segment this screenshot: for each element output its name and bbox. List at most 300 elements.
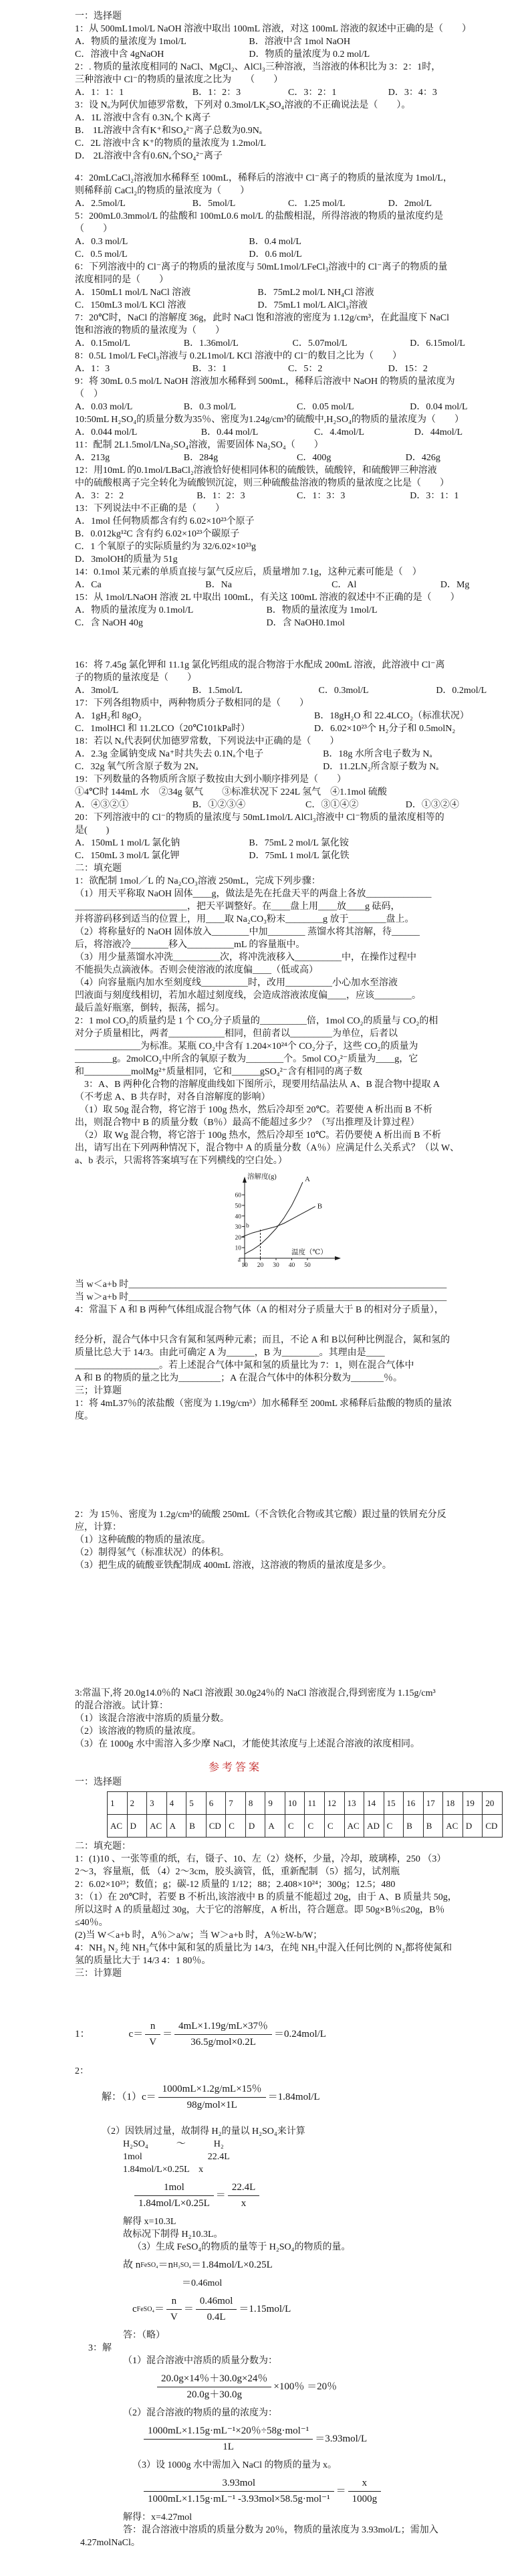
- fraction-denominator: V: [149, 2037, 157, 2048]
- options-row: [75, 490, 510, 502]
- option-cell: D．3：4：3: [388, 88, 437, 98]
- option-cell: C．32g 氧气所含原子数为 2Nₐ: [75, 762, 198, 772]
- option-cell: B．0.44 mol/L: [201, 427, 259, 437]
- option-cell: C．1.25 mol/L: [287, 199, 346, 209]
- formula-text: ＝: [336, 2486, 346, 2496]
- options-row: [75, 748, 510, 761]
- fraction-denominator: 1000g: [352, 2494, 378, 2504]
- text-line: 后，将溶液冷________移入__________mL 的容量瓶中。: [75, 940, 305, 950]
- text-line: 子的物质的量浓度是（ ）: [75, 673, 196, 683]
- option-cell: D．75mL 1 mol/L 氯化铁: [249, 851, 350, 861]
- option-cell: D．15：2: [388, 364, 428, 374]
- answer-col-header: 5: [186, 1792, 207, 1815]
- text-line: 3:常温下,将 20.0g14.0％的 NaCl 溶液跟 30.0g24％的 NaCl 溶液混合,得到密度为 1.15g/cm³: [75, 1688, 436, 1698]
- formula-text: ×100％ ＝20％: [273, 2381, 338, 2392]
- option-cell: D．0.6 mol/L: [249, 250, 302, 260]
- fraction: [228, 2181, 259, 2210]
- text-line: 出，请写出在下列两种情况下，混合物中 A 的质量分数（A％）应满足什么关系式？（以 W、: [75, 1143, 460, 1153]
- x-tick-label: 10: [241, 1262, 248, 1269]
- fraction-denominator: 1.84mol/L×0.25L: [138, 2198, 210, 2209]
- answer-col-header: 13: [344, 1792, 364, 1815]
- text-line: 4：NH₃ N₂ 纯 NH₃气体中氮和氢的质量比为 14/3，在纯 NH₃中混入任何比例的 N₂都将使氮和: [75, 1943, 452, 1953]
- text-line: 度。: [75, 1411, 94, 1421]
- answer-cell: AC: [344, 1815, 364, 1838]
- option-cell: C．150mL 3 mol/L 氯化钾: [75, 851, 180, 861]
- text-line: 4：常温下 A 和 B 两种气体组成混合物气体（A 的相对分子质量大于 B 的相对分子质量），: [75, 1305, 444, 1315]
- text-line: ＝0.46mol: [182, 2278, 223, 2288]
- solubility-chart: [227, 1171, 510, 1277]
- text-line: （1）混合溶液中溶质的质量分数为：: [123, 2356, 277, 2366]
- options-row: [75, 35, 510, 48]
- text-line: A 和 B 的物质的量之比为_________；A 在混合气体中的体积分数为_______％。: [75, 1373, 403, 1383]
- section-heading: 二：填充题：: [75, 1842, 131, 1852]
- answer-cell: AC: [108, 1815, 128, 1838]
- formula-line: [132, 2295, 510, 2324]
- answer-cell: AC: [443, 1815, 463, 1838]
- fraction-numerator: 20.0g×14％＋30.0g×24％: [157, 2373, 271, 2387]
- option-cell: C．0.5 mol/L: [75, 250, 128, 260]
- text-line: （2）因铁屑过量，故制得 H₂的量以 H₂SO₄来计算: [102, 2126, 305, 2137]
- text-line: 答：混合溶液中溶质的质量分数为 20％，物质的量浓度为 3.93mol/L；需加入: [123, 2525, 438, 2535]
- options-row: [75, 426, 510, 439]
- option-cell: B．75mL2 mol/L NH₄Cl 溶液: [257, 288, 374, 298]
- answer-col-header: 12: [325, 1792, 345, 1815]
- text-line: （3）把生成的硫酸亚铁配制成 400mL 溶液，这溶液的物质的量浓度是多少。: [75, 1561, 392, 1571]
- option-cell: C．5：2: [287, 364, 323, 374]
- answer-col-header: 17: [423, 1792, 443, 1815]
- text-line: 19：下列数量的各物质所含原子数按由大到小顺序排列是（ ）: [75, 775, 346, 785]
- formula-text: 1：: [75, 2029, 90, 2040]
- text-line: ______________为标准。某瓶 CO₂中含有 1.204×10²⁴个 CO₂分子，这些 CO₂的质量为: [75, 1042, 418, 1052]
- text-line: 质量比总大于 14/3。由此可确定 A 为______，B 为________。其理由是____: [75, 1348, 385, 1358]
- text-line: 2：. 物质的量浓度相同的 NaCl、MgCl₂、AlCl₃三种溶液，当溶液的体积比为 3：2：1时，: [75, 62, 441, 72]
- answer-table-header-row: [108, 1792, 503, 1815]
- text-line: 2～3，容量瓶，低 （4）2～3cm，胶头滴管，低，重新配制 （5）摇匀，试剂瓶: [75, 1867, 400, 1877]
- text-line: 20：下列溶液中的 Cl⁻的物质的量浓度与 50mL1mol/L AlCl₃溶液中 Cl⁻物质的量浓度相等的: [75, 813, 444, 823]
- text-line: （1）取 50g 混合物，将它溶于 100g 热水，然后冷却至 20℃。若要使 A 析出而 B 不析: [75, 1105, 432, 1115]
- options-row: [75, 684, 510, 697]
- option-cell: D．Mg: [440, 580, 470, 590]
- text-line: 1mol 22.4L: [123, 2152, 230, 2162]
- answer-cell: AC: [147, 1815, 167, 1838]
- fraction-numerator: n: [145, 2020, 160, 2035]
- text-line: B． 1L溶液中含有K⁺和SO₄²⁻离子总数为0.9Nₐ: [75, 126, 262, 136]
- text-line: 9：将 30mL 0.5 mol/L NaOH 溶液加水稀释到 500mL，稀释后溶液中 NaOH 的物质的量浓度为: [75, 377, 455, 387]
- text-line: __________________。若上述混合气体中氮和氢的质量比为 7：1，则在混合气体中: [75, 1361, 414, 1371]
- text-line: ________________________，把天平调整好。在____盘上用____放____g 砝码，: [75, 902, 400, 912]
- formula-line: [123, 2259, 510, 2272]
- option-cell: B．3：1: [192, 364, 227, 374]
- answer-cell: AD: [364, 1815, 384, 1838]
- fraction: [134, 2181, 214, 2210]
- text-line: 2：6.02×10²³；数值；g；碳-12 质量的 1/12；88；2.408×10²⁴；300g；12.5；480: [75, 1880, 396, 1890]
- solubility-chart-svg: [227, 1171, 361, 1273]
- options-row: [75, 248, 510, 261]
- option-cell: C．溶液中含 4gNaOH: [75, 49, 164, 60]
- answer-cell: B: [423, 1815, 443, 1838]
- answer-col-header: 3: [147, 1792, 167, 1815]
- fraction-denominator: x: [241, 2198, 247, 2209]
- option-cell: A．物质的量浓度为 1mol/L: [75, 37, 186, 47]
- text-line: 16：将 7.45g 氯化钾和 11.1g 氯化钙组成的混合物溶于水配成 200mL 溶液，此溶液中 Cl⁻离: [75, 660, 445, 670]
- option-cell: B．75mL 2 mol/L 氯化铵: [249, 838, 349, 848]
- formula-text: ＝3.93mol/L: [315, 2434, 368, 2444]
- fraction: [145, 2020, 160, 2049]
- option-cell: C．1molHCl 和 11.2LCO（20℃101kPa时）: [75, 724, 251, 734]
- option-cell: C．4.4mol/L: [314, 427, 365, 437]
- text-line: 答：（略）: [123, 2331, 165, 2341]
- y-tick-label: 30: [235, 1224, 241, 1231]
- text-line: 12：用10mL 的0.1mol/LBaCl₂溶液恰好使相同体积的硫酸铁，硫酸锌，和硫酸钾三种溶液: [75, 466, 437, 476]
- text-line: 浓度相同的是（ ）: [75, 275, 168, 285]
- x-axis-label: 温度（℃）: [291, 1249, 327, 1256]
- text-line: 1.84mol/L×0.25L x: [123, 2165, 204, 2175]
- text-line: H₂SO₄ ～ H₂: [123, 2139, 224, 2149]
- answer-col-header: 7: [226, 1792, 246, 1815]
- formula-text: ＝: [162, 2029, 173, 2040]
- section-heading: 二：填充题: [75, 864, 122, 874]
- text-line: （不考虑 A、B 共存时，对各自溶解度的影响）: [75, 1092, 271, 1102]
- option-cell: A．150mL 1 mol/L 氯化钠: [75, 838, 180, 848]
- options-row: [75, 837, 510, 850]
- fraction-numerator: 0.46mol: [196, 2295, 237, 2310]
- text-line: (2)当 W＜a+b 时，A％＞a/w；当 W＞a+b 时，A％≥W-b/W；: [75, 1930, 323, 1941]
- answer-col-header: 15: [384, 1792, 404, 1815]
- option-cell: A．2.5mol/L: [75, 199, 126, 209]
- axis-arrow: [335, 1256, 341, 1260]
- options-row: [75, 299, 510, 312]
- text-line: 13：下列说法中不正确的是（ ）: [75, 504, 225, 514]
- fraction-denominator: 98g/mol×1L: [186, 2100, 237, 2110]
- answer-col-header: 16: [404, 1792, 424, 1815]
- option-cell: C．0.3mol/L: [318, 686, 369, 696]
- fraction-numerator: 1000mL×1.2g/mL×15％: [158, 2083, 266, 2098]
- fraction-denominator: 36.5g/mol×0.2L: [190, 2037, 256, 2048]
- option-cell: A．2.3g 金属钠变成 Na⁺时共失去 0.1Nₐ个电子: [75, 749, 264, 759]
- option-cell: D．物质的量浓度为 0.2 mol/L: [249, 49, 370, 60]
- text-line: 2：1 mol CO₂的质量约是 1 个 CO₂分子质量的__________倍，1mol CO₂的质量与 CO₂的相: [75, 1016, 438, 1026]
- text-line: 3：设 Nₐ为阿伏加德罗常数，下列对 0.3mol/LK₂SO₄溶液的不正确说法是（ ）。: [75, 100, 411, 110]
- answer-cell: D: [245, 1815, 265, 1838]
- fraction-denominator: 1L: [223, 2442, 234, 2452]
- text-line: （2）制得氢气（标准状况）的体积。: [75, 1548, 229, 1558]
- option-cell: D．①③②④: [405, 800, 459, 810]
- formula-subscript: FeSO₄: [140, 2262, 158, 2269]
- option-cell: B．1：2：3: [192, 88, 241, 98]
- option-cell: B．5mol/L: [192, 199, 236, 209]
- section-heading: 三；计算题: [75, 1386, 122, 1396]
- text-line: 3：（1）在 20℃时，若要 B 不析出,该溶液中 B 的质量不能超过 20g，由于 A、B 质量共 50g，: [75, 1892, 457, 1902]
- text-line: 1：从 500mL1mol/L NaOH 溶液中取出 100mL 溶液，对这 100mL 溶液的叙述中正确的是（ ）: [75, 24, 472, 34]
- formula-line: [75, 2020, 510, 2049]
- fraction-numerator: 3.93mol: [144, 2477, 334, 2492]
- option-cell: B．18gH₂O 和 22.4LCO₂（标准状况）: [314, 711, 469, 721]
- answer-cell: C: [305, 1815, 325, 1838]
- options-row: [75, 197, 510, 210]
- y-axis-label: 溶解度(g): [247, 1173, 277, 1181]
- text-line: A．1mol 任何物质都含有约 6.02×10²³个原子: [75, 516, 255, 526]
- text-line: 18：若以 Nₐ代表阿伏加德罗常数，下列说法中正确的是（ ）: [75, 736, 340, 747]
- text-line: 所以这时 A 的质量超过 30g，大于它的溶解度，A 析出，符合题意。即 50g×B％≤20g，B％: [75, 1905, 445, 1915]
- answer-cell: D: [462, 1815, 483, 1838]
- options-row: [75, 452, 510, 464]
- text-line: （1）这种硫酸的物质的量浓度。: [75, 1535, 211, 1545]
- options-row: [75, 337, 510, 350]
- text-line: 最后盖好瓶塞，倒转，振荡，摇匀。: [75, 1003, 225, 1013]
- text-line: （2）该溶液的物质的量浓度。: [75, 1726, 201, 1737]
- formula-text: ＝: [215, 2190, 226, 2201]
- text-line: 15：从 1mol/LNaOH 溶液 2L 中取出 100mL，有关这 100mL 溶液的叙述中不正确的是（ ）: [75, 593, 460, 603]
- option-cell: B．溶液中含 1mol NaOH: [249, 37, 351, 47]
- answer-cell: C: [285, 1815, 305, 1838]
- answer-table-answer-row: [108, 1815, 503, 1838]
- text-line: 10:50mL H₂SO₄的质量分数为35％、密度为1.24g/cm³的硫酸中,H₂SO₄的物质的量浓度为（ ）: [75, 415, 465, 425]
- text-line: 14：0.1mol 某元素的单质直接与氯气反应后，质量增加 7.1g，这种元素可能是（ ）: [75, 567, 422, 577]
- option-cell: C．150mL3 mol/L KCl 溶液: [75, 300, 186, 310]
- text-line: （3）生成 FeSO₄的物质的量等于 H₂SO₄的物质的量。: [132, 2242, 351, 2252]
- option-cell: B．①②③④: [192, 800, 246, 810]
- text-line: 解得：x=4.27mol: [123, 2512, 192, 2522]
- text-line: 1：欲配制 1mol／L 的 Na₂CO₃溶液 250mL，完成下列步骤：: [75, 876, 321, 886]
- option-cell: D．44mol/L: [414, 427, 463, 437]
- formula-subscript: H₂SO₄: [173, 2262, 192, 2269]
- options-row: [75, 604, 510, 617]
- text-line: 经分析，混合气体中只含有氮和氢两种元素；而且，不论 A 和 B以何种比例混合，氮和氢的: [75, 1335, 450, 1345]
- x-tick-label: 30: [273, 1262, 279, 1269]
- text-line: 17：下列各组物质中，两种物质分子数相同的是（ ）: [75, 698, 309, 708]
- fraction-numerator: 1000mL×1.15g·mL⁻¹×20％÷58g·mol⁻¹: [144, 2425, 313, 2440]
- option-cell: D．426g: [405, 453, 440, 463]
- text-line: 6：下列溶液中的 Cl⁻离子的物质的量浓度与 50mL1mol/LFeCl₃溶液中的 Cl⁻离子的物质的量: [75, 262, 448, 272]
- option-cell: D．0.04 mol/L: [410, 402, 468, 412]
- blank-gap: [75, 1423, 510, 1508]
- formula-text: ＝: [154, 2304, 164, 2314]
- blank-gap: [75, 2054, 510, 2065]
- option-cell: A．0.3 mol/L: [75, 237, 128, 247]
- fraction-numerator: x: [348, 2477, 382, 2492]
- axis-arrow: [243, 1177, 247, 1183]
- text-line: 当 w＞a+b 时____________________________________________________________________: [75, 1292, 447, 1302]
- option-cell: A．物质的量浓度为 0.1mol/L: [75, 605, 194, 615]
- y-tick-label: 50: [235, 1203, 241, 1210]
- text-line: （2）将称量好的 NaOH 固体放入________中加________ 蒸馏水将其溶解，待______: [75, 927, 420, 937]
- text-line: a、b 表示，只需将答案填写在下列横线的空白处。）: [75, 1156, 287, 1166]
- x-tick-label: 20: [257, 1262, 264, 1269]
- option-cell: A．3：2：2: [75, 491, 124, 501]
- text-line: 4：20mLCaCl₂溶液加水稀释至 100mL，稀释后的溶液中 Cl⁻离子的物质的量浓度为 1mol/L，: [75, 173, 452, 183]
- answer-col-header: 2: [127, 1792, 147, 1815]
- text-line: 氢的质量比大于 14/3 4：1 80％。: [75, 1956, 211, 1966]
- fraction-numerator: 4mL×1.19g/mL×37％: [174, 2020, 272, 2035]
- option-cell: B．Na: [205, 580, 232, 590]
- text-line: 则稀释前 CaCl₂的物质的量浓度为（ ）: [75, 186, 250, 196]
- option-cell: A．213g: [75, 453, 110, 463]
- option-cell: B．18g 水所含电子数为 Nₐ: [323, 749, 432, 759]
- answer-col-header: 10: [285, 1792, 305, 1815]
- text-line: 当 w＜a+b 时____________________________________________________________________: [75, 1280, 447, 1290]
- formula-text: ＝1.84mol/L: [267, 2092, 320, 2102]
- blank-gap: [75, 1751, 510, 1761]
- section-heading: 三：计算题: [75, 1969, 122, 1979]
- answer-cell: B: [404, 1815, 424, 1838]
- option-cell: C．5.07mol/L: [292, 338, 348, 349]
- text-line: 3：A、B 两种化合物的溶解度曲线如下图所示，现要用结晶法从 A、B 混合物中提取 A: [75, 1080, 440, 1090]
- text-line: 解得 x=10.3L: [123, 2217, 176, 2227]
- answer-cell: C: [325, 1815, 345, 1838]
- curve-label-A: A: [304, 1175, 310, 1184]
- formula-line: [155, 2373, 510, 2401]
- options-row: [75, 86, 510, 99]
- text-line: 对分子质量相比，两者____________相同，但前者以_________为单位，后者以: [75, 1029, 398, 1039]
- answer-col-header: 20: [483, 1792, 503, 1815]
- option-cell: C．1：3：3: [296, 491, 346, 501]
- y-tick-label: 60: [235, 1192, 241, 1199]
- option-cell: D．2mol/L: [388, 199, 432, 209]
- answer-col-header: 8: [245, 1792, 265, 1815]
- answer-cell: C: [226, 1815, 246, 1838]
- formula-text: c: [132, 2304, 137, 2314]
- formula-text: c＝: [128, 2029, 144, 2040]
- text-line: 2：为 15％、密度为 1.2g/cm³的硫酸 250mL（不含铁化合物或其它酸）跟过量的铁屑充分反: [75, 1510, 446, 1520]
- fraction-numerator: n: [166, 2295, 182, 2310]
- text-line: （1）该混合溶液中溶质的质量分数。: [75, 1714, 229, 1724]
- fraction: [158, 2083, 266, 2112]
- option-cell: B．1.5mol/L: [192, 686, 243, 696]
- curve-label-B: B: [317, 1202, 323, 1211]
- option-cell: B．0.3 mol/L: [183, 402, 237, 412]
- text-line: 3：解: [88, 2343, 112, 2353]
- fraction: [174, 2020, 272, 2049]
- text-line: 和__________molMg²⁺质量相同，它和______gSO₄²⁻含有相同的离子数: [75, 1067, 363, 1077]
- blank-gap: [75, 629, 510, 659]
- blank-gap: [75, 163, 510, 172]
- text-line: 饱和溶液的物质的量浓度为（ ）: [75, 326, 225, 336]
- text-line: C．2L 溶液中含 K⁺的物质的量浓度为 1.2mol/L: [75, 138, 267, 148]
- answer-col-header: 6: [206, 1792, 226, 1815]
- option-cell: B．1：2：3: [196, 491, 245, 501]
- text-line: 出，则混合物中 B 的质量分数（B％）最高不能超过多少？（写出推理及计算过程）: [75, 1118, 420, 1128]
- option-cell: C．400g: [297, 453, 332, 463]
- text-line: （3）用少量蒸馏水冲洗__________次，将冲洗液移入__________中，在操作过程中: [75, 953, 416, 963]
- option-cell: D．11.2LN₂所含原子数为 Nₐ: [323, 762, 439, 772]
- text-line: ①4℃时 144mL 水 ②34g 氨气 ③标准状况下 224L 氢气 ④1.1mol 硫酸: [75, 787, 387, 797]
- formula-text: ＝n: [158, 2260, 174, 2270]
- options-row: [75, 401, 510, 413]
- answer-cell: C: [384, 1815, 404, 1838]
- answer-cell: CD: [206, 1815, 226, 1838]
- x-tick-label: 50: [304, 1262, 311, 1269]
- option-cell: A．150mL1 mol/L NaCl 溶液: [75, 288, 191, 298]
- answer-cell: A: [166, 1815, 186, 1838]
- fraction-denominator: 1000mL×1.15g·mL⁻¹ -3.93mol×58.5g·mol⁻¹: [148, 2494, 330, 2504]
- text-line: 的混合溶液。试计算：: [75, 1701, 168, 1711]
- option-cell: C．3：2：1: [287, 88, 337, 98]
- options-row: [75, 286, 510, 299]
- text-line: 故标况下制得 H₂10.3L。: [123, 2230, 223, 2240]
- answer-key-title: 参考答案: [209, 1762, 263, 1773]
- option-cell: B．0.4 mol/L: [249, 237, 301, 247]
- formula-line: [132, 2181, 510, 2210]
- options-row: [75, 48, 510, 61]
- text-line: D．3molOH的质量为 51g: [75, 555, 178, 565]
- fraction-numerator: 1mol: [134, 2181, 214, 2196]
- option-cell: D．含 NaOH0.1mol: [266, 618, 345, 628]
- text-line: 不能损失点滴液体。否则会使溶液的浓度偏____（低或高）: [75, 965, 318, 975]
- answer-cell: CD: [483, 1815, 503, 1838]
- annotation-a: a: [237, 1257, 241, 1264]
- fraction: [196, 2295, 237, 2324]
- text-line: 三种溶液中 Cl⁻的物质的量浓度之比为 （ ）: [75, 75, 283, 85]
- fraction-denominator: 0.4L: [207, 2312, 226, 2322]
- option-cell: A．1gH₂和 8gO₂: [75, 711, 142, 721]
- text-line: （2）混合溶液的物质的量的浓度为：: [123, 2408, 277, 2418]
- option-cell: C．Al: [332, 580, 357, 590]
- x-tick-label: 40: [288, 1262, 295, 1269]
- y-tick-label: 40: [235, 1213, 241, 1221]
- option-cell: D．6.15mol/L: [410, 338, 466, 349]
- answer-table: [107, 1791, 503, 1838]
- formula-text: ＝0.24mol/L: [274, 2029, 326, 2040]
- option-cell: C．③①④②: [305, 800, 359, 810]
- fraction-numerator: 22.4L: [228, 2181, 259, 2196]
- text-line: 凹液面与刻度线相切，若加水超过刻度线，会造成溶液浓度偏____，应该________。: [75, 991, 421, 1001]
- text-line: B．0.012kg¹²C 含有约 6.02×10²³个碳原子: [75, 529, 240, 539]
- fraction: [157, 2373, 271, 2401]
- option-cell: B．物质的量浓度为 1mol/L: [266, 605, 378, 615]
- option-cell: A．3mol/L: [75, 686, 119, 696]
- fraction: [144, 2425, 313, 2454]
- text-line: （2）取 Wg 混合物，将它溶于 100g 热水，然后冷却至 10℃。若仍要使 A 析出而 B 不析: [75, 1130, 442, 1141]
- options-row: [75, 235, 510, 248]
- formula-text: ＝: [183, 2304, 194, 2314]
- document-body: [75, 10, 510, 2549]
- text-line: 1：(1)10 、一张等重的纸，右，镊子、10、左（2）烧杯，少量，冷却，玻璃棒，250 （3）: [75, 1854, 446, 1864]
- option-cell: D．3：1：1: [410, 491, 459, 501]
- options-row: [75, 363, 510, 375]
- options-row: [75, 761, 510, 773]
- text-line: 是( ): [75, 825, 110, 835]
- formula-line: [142, 2425, 510, 2454]
- formula-line: [102, 2083, 510, 2112]
- text-line: 7：20℃时，NaCl 的溶解度 36g，此时 NaCl 饱和溶液的密度为 1.12g/cm³，在此温度下 NaCl: [75, 313, 450, 323]
- text-line: 5：200mL0.3mmol/L 的盐酸和 100mL0.6 mol/L 的盐酸相混，所得溶液的物质的量浓度约是: [75, 211, 444, 221]
- text-line: D． 2L溶液中含有0.6Nₐ个SO₄²⁻离子: [75, 151, 223, 161]
- option-cell: D．6.02×10²³个 H₂分子和 0.5molN₂: [314, 724, 456, 734]
- options-row: [75, 579, 510, 591]
- options-row: [75, 617, 510, 629]
- text-line: ≤40％。: [75, 1918, 108, 1928]
- text-line: （3）在 1000g 水中需溶入多少摩 NaCl，才能使其浓度与上述混合溶液的浓度相同。: [75, 1739, 420, 1749]
- option-cell: C．含 NaOH 40g: [75, 618, 143, 628]
- text-line: 2：: [75, 2066, 89, 2076]
- text-line: （1）用天平称取 NaOH 固体____g，做法是先在托盘天平的两盘上各放______________: [75, 889, 432, 899]
- text-line: 4.27molNaCl。: [80, 2538, 140, 2548]
- options-row: [75, 710, 510, 722]
- text-line: （ ）: [75, 389, 103, 399]
- option-cell: A．0.03 mol/L: [75, 402, 133, 412]
- option-cell: D．75mL1 mol/L AlCl₃溶液: [257, 300, 368, 310]
- option-cell: A．Ca: [75, 580, 102, 590]
- answer-cell: B: [186, 1815, 207, 1838]
- text-line: 11：配制 2L1.5mol/LNa₂SO₄溶液，需要固体 Na₂SO₄（ ）: [75, 440, 323, 450]
- option-cell: A．④③②①: [75, 800, 129, 810]
- option-cell: A．0.15mol/L: [75, 338, 130, 349]
- answer-cell: D: [127, 1815, 147, 1838]
- option-cell: A．1：1：1: [75, 88, 124, 98]
- option-cell: C．0.05 mol/L: [297, 402, 354, 412]
- option-cell: B．284g: [183, 453, 219, 463]
- options-row: [75, 722, 510, 735]
